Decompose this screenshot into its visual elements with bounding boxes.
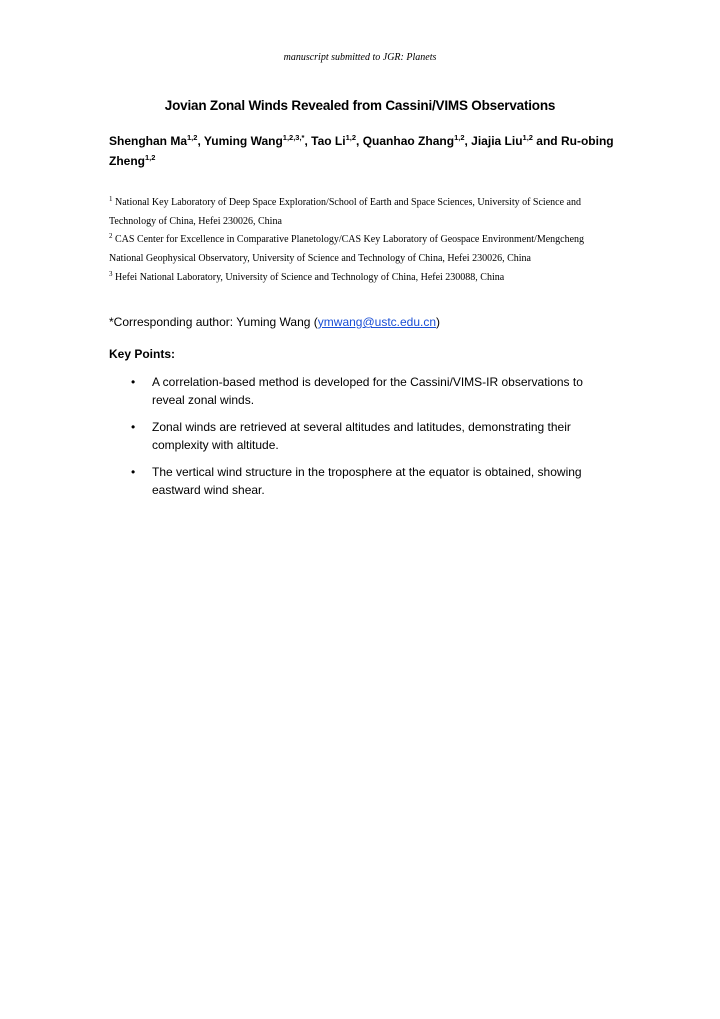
author-name: Tao Li [311, 134, 346, 148]
author-name: Ru-obing Zheng [109, 134, 614, 168]
author-separator: , [304, 134, 312, 148]
key-point-text: The vertical wind structure in the troposphere at the equator is obtained, showing eastward wind shear. [152, 465, 582, 497]
corresponding-author [109, 313, 614, 331]
author-name: Jiajia Liu [471, 134, 523, 148]
author-name: Yuming Wang [203, 134, 283, 148]
key-point-item [109, 463, 614, 499]
key-point-item [109, 373, 614, 409]
author-affiliation-marker: 1,2 [345, 133, 357, 142]
paper-title: Jovian Zonal Winds Revealed from Cassini/VIMS Observations [164, 98, 556, 113]
author-affiliation-marker: 1,2 [454, 133, 465, 142]
author-separator: and [532, 134, 561, 148]
author-affiliation-marker: 1,2 [187, 133, 198, 142]
affiliation-list [109, 194, 614, 288]
affiliation-item [109, 194, 614, 231]
affiliation-number: 1 [109, 195, 113, 203]
author-affiliation-marker: 1,2 [145, 153, 156, 162]
affiliation-item [109, 269, 614, 288]
affiliation-text: Hefei National Laboratory, University of Science and Technology of China, Hefei 230088, China [112, 271, 505, 283]
affiliation-number: 2 [109, 232, 113, 241]
corresponding-suffix: ) [436, 315, 441, 329]
affiliation-item [109, 231, 614, 268]
author-list [109, 132, 614, 172]
corresponding-email-link[interactable]: ymwang@ustc.edu.cn [317, 315, 437, 329]
affiliation-text: CAS Center for Excellence in Comparative Planetology/CAS Key Laboratory of Geospace Environment/Mengcheng National Geophysical Observatory, University of Science and Technology of China, Hefei 230026, China [109, 234, 585, 265]
key-points-heading: Key Points: [109, 347, 176, 361]
author-separator: , [356, 134, 363, 148]
author-affiliation-marker: 1,2 [522, 133, 533, 142]
affiliation-number: 3 [109, 269, 113, 278]
author-affiliation-marker: 1,2,3,* [282, 133, 305, 142]
author-separator: , [464, 134, 472, 148]
key-points-list [109, 373, 614, 508]
author-name: Quanhao Zhang [362, 134, 455, 148]
bullet-icon: • [131, 465, 136, 479]
key-point-text: A correlation-based method is developed for the Cassini/VIMS-IR observations to reveal zonal winds. [152, 375, 583, 407]
key-point-text: Zonal winds are retrieved at several altitudes and latitudes, demonstrating their complexity with altitude. [152, 420, 571, 452]
bullet-icon: • [131, 375, 136, 389]
bullet-icon: • [131, 420, 136, 434]
key-point-item [109, 418, 614, 454]
corresponding-prefix: *Corresponding author: Yuming Wang ( [109, 315, 318, 329]
author-separator: , [197, 134, 204, 148]
affiliation-text: National Key Laboratory of Deep Space Exploration/School of Earth and Space Sciences, University of Science and Technology of China, Hefei 230026, China [109, 197, 581, 227]
running-header: manuscript submitted to JGR: Planets [283, 52, 437, 63]
author-name: Shenghan Ma [109, 134, 188, 148]
